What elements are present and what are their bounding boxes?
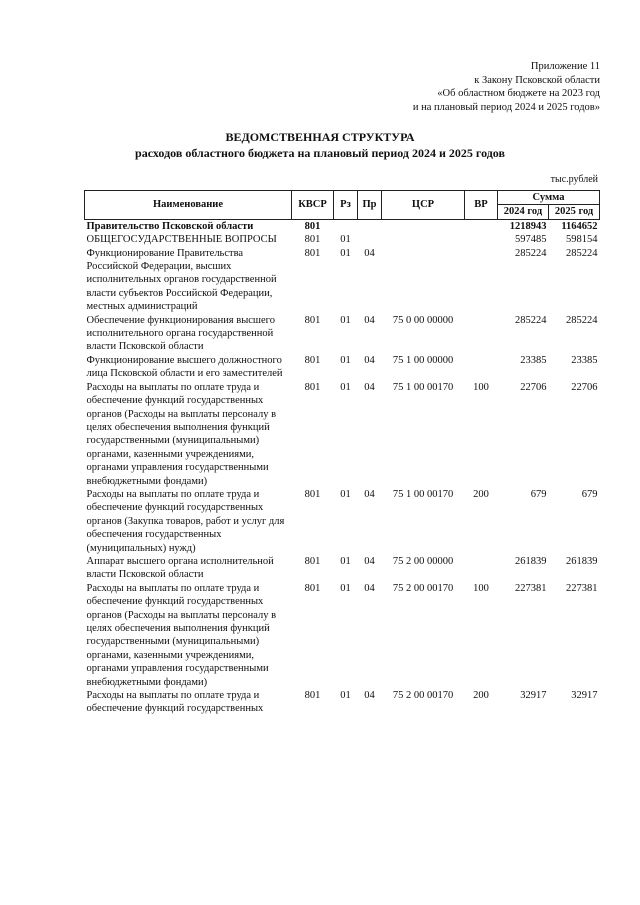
row-csr: 75 1 00 00170	[392, 488, 454, 500]
table-row	[85, 219, 600, 233]
row-kvsr: 801	[304, 690, 321, 702]
row-csr	[382, 247, 465, 314]
row-2024: 261839	[515, 555, 547, 567]
table-row	[85, 354, 600, 381]
row-2024: 227381	[515, 582, 547, 594]
appendix-line-1: Приложение 11	[530, 61, 600, 72]
row-pr: 04	[364, 690, 375, 702]
row-kvsr: 801	[304, 582, 321, 594]
appendix-note	[413, 60, 600, 114]
row-vr	[465, 354, 498, 381]
row-pr	[358, 219, 382, 233]
row-name: Расходы на выплаты по оплате труда и обеспечение функций государственных органов (Закупка товаров, работ и услуг для обеспечения государственных (муниципальных) нужд)	[86, 488, 285, 554]
row-name: ОБЩЕГОСУДАРСТВЕННЫЕ ВОПРОСЫ	[86, 234, 277, 246]
row-name: Правительство Псковской области	[86, 220, 254, 232]
appendix-line-3: «Об областном бюджете на 2023 год	[437, 88, 600, 99]
row-kvsr: 801	[304, 381, 321, 393]
row-pr: 04	[364, 381, 375, 393]
row-2024: 679	[530, 488, 547, 500]
row-name: Расходы на выплаты по оплате труда и обеспечение функций государственных органов (Расходы на выплаты персоналу в целях обеспечения выполнения функций государственными (муниципальными) органами, казенными учреждениями, органами управления государственными внебюджетными фондами)	[86, 381, 277, 487]
table-row	[85, 314, 600, 354]
header-2024: 2024 год	[498, 205, 549, 219]
row-name: Функционирование высшего должностного лица Псковской области и его заместителей	[86, 354, 283, 380]
row-csr: 75 2 00 00170	[392, 582, 454, 594]
row-pr: 04	[364, 582, 375, 594]
row-kvsr: 801	[304, 354, 321, 366]
row-csr: 75 1 00 00170	[392, 381, 454, 393]
row-2024: 23385	[520, 354, 547, 366]
row-vr: 100	[473, 381, 489, 393]
row-pr: 04	[364, 354, 375, 366]
row-name: Обеспечение функционирования высшего исполнительного органа государственной власти Псковской области	[86, 314, 275, 353]
row-2025: 598154	[566, 234, 598, 246]
row-rz: 01	[340, 488, 351, 500]
row-2025: 285224	[566, 314, 598, 326]
row-2025: 23385	[571, 354, 598, 366]
row-rz	[334, 219, 358, 233]
header-2025: 2025 год	[549, 205, 600, 219]
row-2024: 285224	[515, 247, 547, 259]
row-pr	[358, 233, 382, 246]
row-vr	[465, 555, 498, 582]
row-2024: 32917	[520, 690, 547, 702]
row-kvsr: 801	[304, 247, 321, 259]
row-pr: 04	[364, 314, 375, 326]
row-2024: 1218943	[509, 220, 547, 232]
title-line-1: ВЕДОМСТВЕННАЯ СТРУКТУРА	[225, 130, 415, 144]
row-kvsr: 801	[304, 555, 321, 567]
row-csr: 75 1 00 00000	[392, 354, 454, 366]
table-row	[85, 381, 600, 488]
row-rz: 01	[340, 247, 351, 259]
row-name: Функционирование Правительства Российской Федерации, высших исполнительных органов государственной власти субъектов Российской Федерации, местных администраций	[86, 247, 277, 313]
header-sum: Сумма	[498, 191, 600, 205]
unit-label: тыс.рублей	[550, 174, 598, 185]
appendix-line-4: и на плановый период 2024 и 2025 годов»	[412, 101, 600, 113]
row-rz: 01	[340, 314, 351, 326]
row-csr	[382, 219, 465, 233]
row-2025: 22706	[571, 381, 598, 393]
header-vr: ВР	[465, 191, 498, 220]
row-2025: 32917	[571, 690, 598, 702]
row-rz: 01	[340, 690, 351, 702]
row-kvsr: 801	[304, 220, 321, 232]
row-rz: 01	[340, 234, 351, 246]
row-2025: 227381	[566, 582, 598, 594]
row-pr: 04	[364, 247, 375, 259]
row-rz: 01	[340, 555, 351, 567]
row-vr: 200	[473, 488, 489, 500]
header-kvsr: КВСР	[292, 191, 334, 220]
appendix-line-2: к Закону Псковской области	[474, 74, 600, 86]
table-row	[85, 488, 600, 555]
budget-table	[84, 190, 600, 716]
row-2024: 22706	[520, 381, 547, 393]
row-2024: 597485	[515, 234, 547, 246]
row-csr: 75 2 00 00000	[392, 555, 454, 567]
row-2025: 285224	[566, 247, 598, 259]
header-rz: Рз	[334, 191, 358, 220]
header-pr: Пр	[358, 191, 382, 220]
table-row	[85, 689, 600, 716]
row-name: Аппарат высшего органа исполнительной власти Псковской области	[86, 555, 274, 581]
header-csr: ЦСР	[382, 191, 465, 220]
row-kvsr: 801	[304, 488, 321, 500]
row-csr: 75 0 00 00000	[392, 314, 454, 326]
row-vr: 100	[473, 582, 489, 594]
table-row	[85, 582, 600, 689]
header-name: Наименование	[85, 191, 292, 220]
row-rz: 01	[340, 582, 351, 594]
table-row	[85, 555, 600, 582]
row-kvsr: 801	[304, 314, 321, 326]
row-csr	[382, 233, 465, 246]
row-pr: 04	[364, 555, 375, 567]
row-vr	[465, 233, 498, 246]
row-rz: 01	[340, 381, 351, 393]
row-2025: 1164652	[561, 220, 598, 232]
row-2024: 285224	[515, 314, 547, 326]
table-row	[85, 233, 600, 246]
document-title	[0, 129, 640, 161]
row-vr: 200	[473, 690, 489, 702]
row-vr	[465, 219, 498, 233]
row-pr: 04	[364, 488, 375, 500]
row-2025: 679	[581, 488, 598, 500]
row-2025: 261839	[566, 555, 598, 567]
row-name: Расходы на выплаты по оплате труда и обеспечение функций государственных органов (Расходы на выплаты персоналу в целях обеспечения выполнения функций государственными (муниципальными) органами, казенными учреждениями, органами управления государственными внебюджетными фондами)	[86, 582, 277, 688]
row-rz: 01	[340, 354, 351, 366]
row-vr	[465, 247, 498, 314]
row-kvsr: 801	[304, 234, 321, 246]
row-vr	[465, 314, 498, 354]
row-csr: 75 2 00 00170	[392, 690, 454, 702]
row-name: Расходы на выплаты по оплате труда и обеспечение функций государственных	[86, 690, 264, 715]
table-row	[85, 247, 600, 314]
title-line-2: расходов областного бюджета на плановый период 2024 и 2025 годов	[135, 146, 505, 160]
